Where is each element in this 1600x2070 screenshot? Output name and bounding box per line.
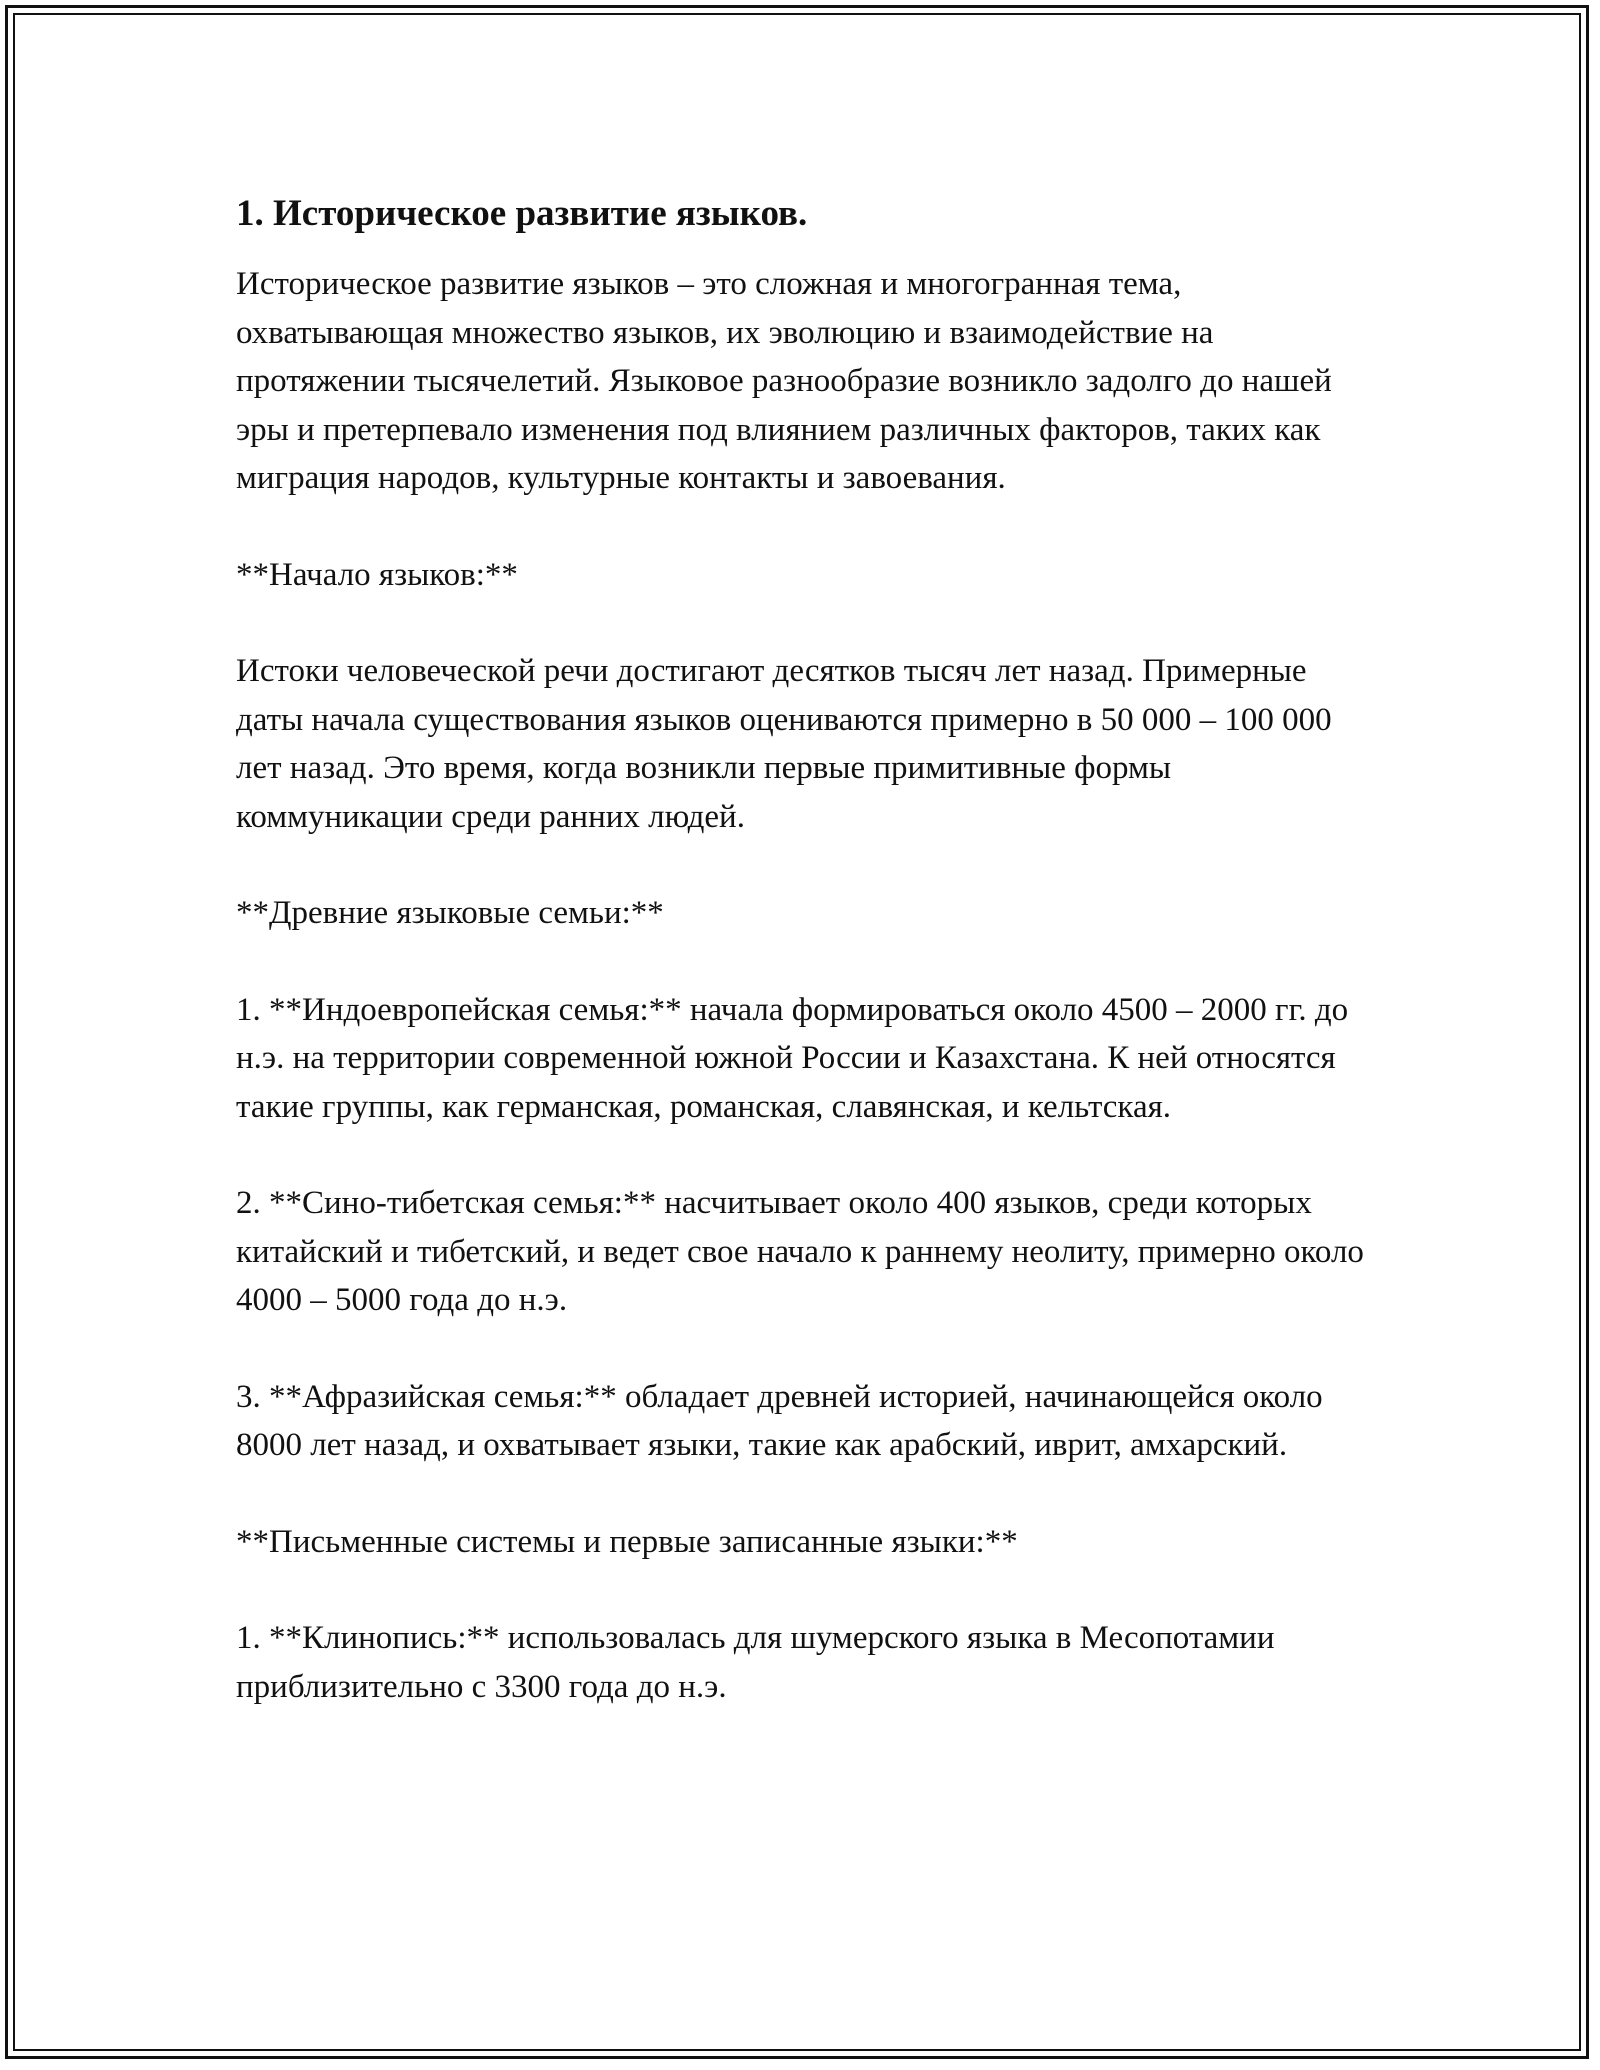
list-item-sino-tibetan: 2. **Сино-тибетская семья:** насчитывает около 400 языков, среди которых китайский и тибетский, и ведет свое начало к раннему неолиту, примерно около 4000 – 5000 года до н.э. bbox=[236, 1185, 1364, 1318]
subheading-language-families: **Древние языковые семьи:** bbox=[236, 895, 664, 931]
subheading-origins: **Начало языков:** bbox=[236, 556, 518, 593]
document-body bbox=[236, 186, 1376, 1759]
list-item-cuneiform: 1. **Клинопись:** использовалась для шумерского языка в Месопотамии приблизительно с 3300 года до н.э. bbox=[236, 1620, 1275, 1705]
intro-paragraph: Историческое развитие языков – это сложная и многогранная тема, охватывающая множество языков, их эволюцию и взаимодействие на протяжении тысячелетий. Языковое разнообразие возникло задолго до нашей эры и претерпевало изменения под влиянием различных факторов, таких как миграция народов, культурные контакты и завоевания. bbox=[236, 266, 1332, 496]
list-item-indo-european: 1. **Индоевропейская семья:** начала формироваться около 4500 – 2000 гг. до н.э. на территории современной южной России и Казахстана. К ней относятся такие группы, как германская, романская, славянская, и кельтская. bbox=[236, 991, 1349, 1125]
subheading-writing-systems: **Письменные системы и первые записанные языки:** bbox=[236, 1523, 1018, 1560]
section-heading: 1. Историческое развитие языков. bbox=[236, 193, 808, 234]
origins-paragraph: Истоки человеческой речи достигают десятков тысяч лет назад. Примерные даты начала существования языков оцениваются примерно в 50 000 – 100 000 лет назад. Это время, когда возникли первые примитивные формы коммуникации среди ранних людей. bbox=[236, 653, 1332, 835]
list-item-afroasiatic: 3. **Афразийская семья:** обладает древней историей, начинающейся около 8000 лет назад, и охватывает языки, такие как арабский, иврит, амхарский. bbox=[236, 1378, 1323, 1463]
